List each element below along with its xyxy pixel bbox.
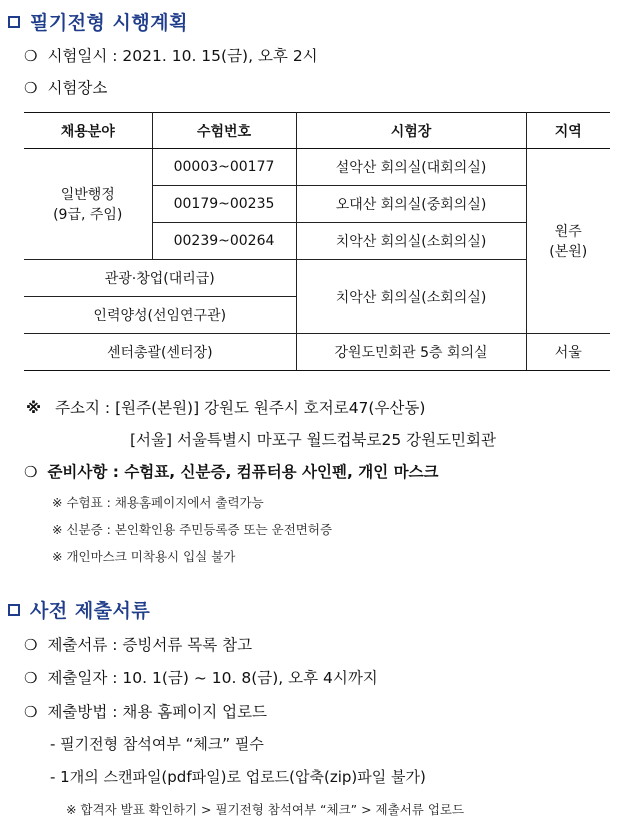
documents-line: ❍ 제출서류 : 증빙서류 목록 참고	[24, 636, 253, 654]
submission-method-line: ❍ 제출방법 : 채용 홈페이지 업로드	[24, 703, 268, 721]
table-header-row	[24, 113, 610, 149]
region-seoul: 서울	[526, 334, 610, 371]
field-tourism: 관광·창업(대리급)	[24, 260, 296, 297]
exam-date-line: ❍ 시험일시 : 2021. 10. 15(금), 오후 2시	[24, 47, 318, 65]
method-dash-check: - 필기전형 참석여부 “체크” 필수	[50, 735, 264, 753]
address-line-2: [서울] 서울특별시 마포구 월드컵북로25 강원도민회관	[130, 431, 496, 449]
header-field: 채용분야	[24, 113, 152, 149]
method-dash-file: - 1개의 스캔파일(pdf파일)로 업로드(압축(zip)파일 불가)	[50, 768, 426, 786]
header-hall: 시험장	[296, 113, 526, 149]
address-line-1: ※ 주소지 : [원주(본원)] 강원도 원주시 호저로47(우산동)	[26, 399, 426, 417]
final-procedure-note: ※ 합격자 발표 확인하기 > 필기전형 참석여부 “체크” > 제출서류 업로드	[66, 802, 465, 817]
exam-hall: 설악산 회의실(대회의실)	[296, 149, 526, 186]
exam-number: 00239~00264	[152, 223, 296, 260]
exam-hall-center: 강원도민회관 5층 회의실	[296, 334, 526, 371]
section-title-written-exam: 필기전형 시행계획	[8, 8, 188, 35]
table-row	[24, 334, 610, 371]
circle-bullet-icon: ❍	[24, 79, 38, 97]
prep-note-mask: ※ 개인마스크 미착용시 입실 불가	[52, 549, 236, 564]
preparation-line: ❍ 준비사항 : 수험표, 신분증, 컴퓨터용 사인펜, 개인 마스크	[24, 463, 439, 481]
header-number: 수험번호	[152, 113, 296, 149]
exam-schedule-table	[24, 112, 610, 371]
circle-bullet-icon: ❍	[24, 636, 38, 654]
prep-note-ticket: ※ 수험표 : 채용홈페이지에서 출력가능	[52, 495, 264, 510]
exam-venue-line: ❍ 시험장소	[24, 79, 108, 97]
header-region: 지역	[526, 113, 610, 149]
circle-bullet-icon: ❍	[24, 669, 38, 687]
submission-date-line: ❍ 제출일자 : 10. 1(금) ~ 10. 8(금), 오후 4시까지	[24, 669, 378, 687]
exam-hall: 오대산 회의실(중회의실)	[296, 186, 526, 223]
field-general-admin: 일반행정 (9급, 주임)	[24, 149, 152, 260]
checkbox-square-icon	[8, 604, 20, 616]
field-center: 센터총괄(센터장)	[24, 334, 296, 371]
table-row	[24, 149, 610, 186]
reference-mark: ※	[26, 399, 42, 417]
exam-hall: 치악산 회의실(소회의실)	[296, 223, 526, 260]
table-row	[24, 260, 610, 297]
section-title-documents: 사전 제출서류	[8, 596, 150, 623]
circle-bullet-icon: ❍	[24, 47, 38, 65]
region-wonju: 원주 (본원)	[526, 149, 610, 334]
circle-bullet-icon: ❍	[24, 463, 38, 481]
circle-bullet-icon: ❍	[24, 703, 38, 721]
exam-number: 00003~00177	[152, 149, 296, 186]
field-hr: 인력양성(선임연구관)	[24, 297, 296, 334]
exam-hall-shared: 치악산 회의실(소회의실)	[296, 260, 526, 334]
checkbox-square-icon	[8, 16, 20, 28]
prep-note-id: ※ 신분증 : 본인확인용 주민등록증 또는 운전면허증	[52, 522, 333, 537]
exam-number: 00179~00235	[152, 186, 296, 223]
